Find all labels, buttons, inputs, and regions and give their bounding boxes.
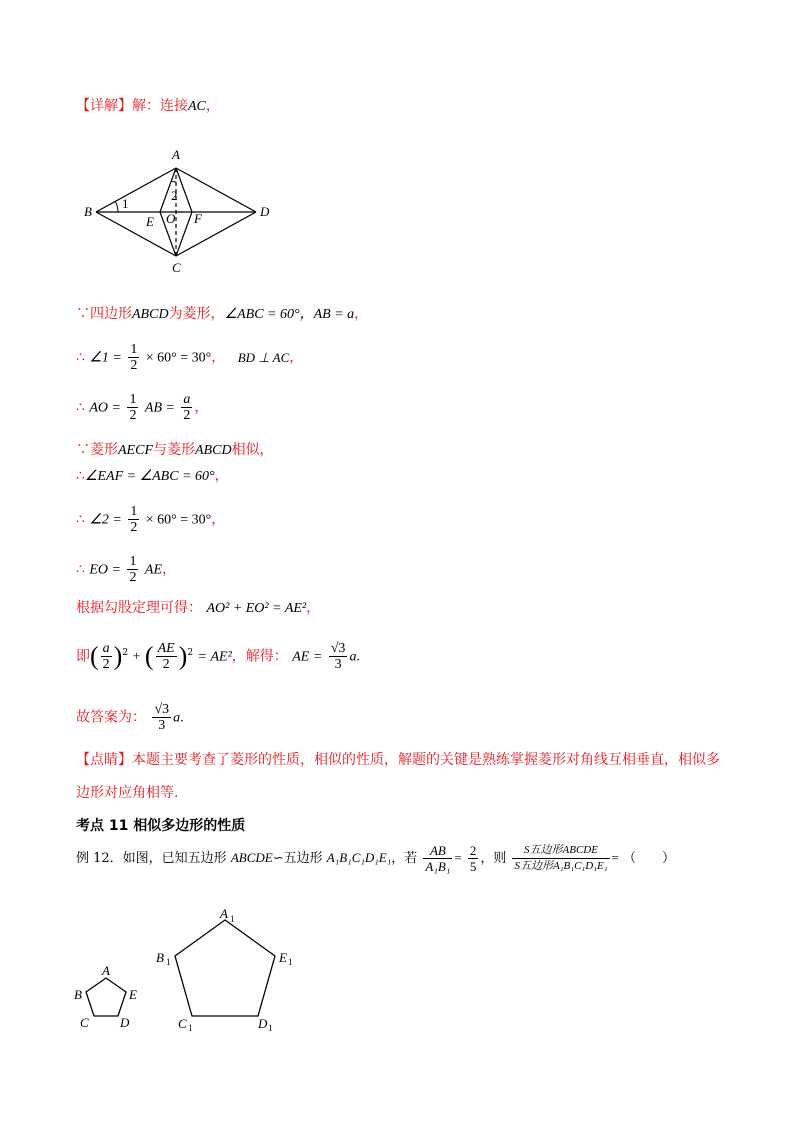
left-paren: (: [144, 641, 154, 671]
label-f: F: [194, 211, 202, 226]
comma: ，: [194, 399, 209, 416]
variable-a: a: [173, 710, 181, 726]
with-text: 与菱形: [153, 442, 195, 458]
ratio-fraction: [423, 843, 452, 874]
denominator: 2: [130, 520, 138, 535]
large-label-e: E: [279, 950, 287, 965]
step-3: [76, 392, 208, 423]
step-2: [76, 342, 303, 373]
side-dc: [176, 212, 256, 256]
comment-text-2: 边形对应角相等.: [76, 785, 179, 801]
perpendicular: BD ⊥ AC: [237, 349, 290, 365]
period: .: [356, 649, 360, 665]
step-8: [76, 598, 320, 619]
aecf: AECF: [118, 443, 153, 458]
because-text: ∵四边形: [76, 306, 132, 322]
answer-blank[interactable]: （ ）: [623, 851, 676, 866]
label-b: B: [84, 204, 92, 219]
comma: ，: [211, 349, 226, 366]
comma: ，: [289, 349, 304, 366]
pentagon-text: 五边形: [283, 851, 323, 866]
side-cb: [96, 212, 176, 256]
large-sub-b: 1: [166, 957, 171, 967]
abcd: ABCD: [132, 307, 169, 322]
a1b1c1d1e1: A₁B₁C₁D₁E₁: [326, 850, 392, 865]
large-label-a: A: [220, 906, 228, 921]
small-label-b: B: [74, 987, 82, 1002]
angle-1-rhs: × 60° = 30°: [145, 350, 212, 366]
fraction-half: [127, 554, 138, 585]
fraction-ae-over-2: [156, 641, 177, 672]
angle-equation: ∠EAF = ∠ABC = 60°: [84, 469, 215, 484]
numerator: 1: [130, 342, 138, 357]
angle-2-lhs: ∠2 =: [89, 512, 122, 528]
denominator: S五边形A₁B₁C₁D₁E₁: [514, 860, 608, 872]
large-sub-e: 1: [288, 957, 293, 967]
right-paren: ): [113, 641, 123, 671]
pentagons-figure: [70, 900, 310, 1040]
large-label-d: D: [258, 1016, 268, 1031]
denominator: 2: [102, 657, 110, 673]
ab-mid: AB =: [144, 400, 175, 416]
example-prefix: 例 12．如图，已知五边形: [76, 851, 227, 866]
ae-lhs: AE =: [292, 649, 323, 665]
small-pentagon: [86, 978, 126, 1016]
therefore: ∴: [76, 349, 85, 366]
therefore: ∴: [76, 399, 85, 416]
denominator: 3: [158, 718, 166, 733]
denominator: 2: [183, 408, 191, 423]
equals: =: [454, 850, 462, 865]
angle-2-arc: [171, 181, 176, 182]
label-angle-2: 2: [171, 188, 178, 203]
comma: ，: [211, 511, 226, 528]
denominator: 3: [334, 657, 342, 673]
label-e: E: [146, 214, 154, 229]
comment-line-2: [76, 783, 178, 803]
numerator: a: [183, 392, 191, 407]
value-fraction: [468, 843, 479, 874]
label-o: O: [166, 211, 176, 226]
denominator: 5: [469, 859, 477, 874]
numerator: AE: [157, 641, 175, 657]
abcd: ABCD: [195, 443, 232, 458]
step-9: [76, 638, 360, 673]
large-sub-a: 1: [230, 914, 235, 924]
detail-bracket: 【详解】: [76, 98, 132, 114]
comment-bracket: 【点睛】: [76, 752, 132, 768]
fraction-half: [128, 342, 139, 373]
comment-line-1: [76, 750, 720, 770]
angle-2-rhs: × 60° = 30°: [145, 512, 212, 528]
denominator: 2: [162, 657, 170, 673]
numerator: 1: [130, 504, 138, 519]
exponent-2: 2: [187, 648, 194, 658]
ze-text: ，则: [480, 851, 507, 866]
side-af: [176, 168, 192, 212]
label-angle-1: 1: [122, 196, 129, 211]
eo-lhs: EO =: [89, 562, 121, 578]
therefore: ∴: [76, 561, 85, 578]
small-label-e: E: [129, 987, 137, 1002]
comma: ，: [306, 600, 321, 616]
left-paren: (: [90, 641, 99, 671]
pythagoras-text: 根据勾股定理可得：: [76, 600, 202, 616]
plus: +: [132, 649, 141, 665]
comment-text: 本题主要考查了菱形的性质，相似的性质，解题的关键是熟练掌握菱形对角线互相垂直，相似多: [132, 752, 720, 768]
large-label-c: C: [178, 1016, 187, 1031]
numerator: √3: [154, 702, 170, 717]
detail-line: [76, 96, 220, 117]
abcde: ABCDE: [230, 850, 273, 865]
step-10: [76, 702, 184, 734]
fraction-sqrt3-over-3: [329, 641, 348, 672]
answer-text: 故答案为：: [76, 709, 146, 726]
exponent-2: 2: [122, 648, 129, 658]
large-pentagon: [175, 920, 275, 1016]
numerator: 1: [129, 392, 137, 407]
rhombus-text: 为菱形，: [168, 306, 225, 322]
step-1: [76, 304, 368, 325]
rhs: = AE²: [197, 649, 232, 665]
small-label-c: C: [80, 1015, 89, 1030]
step-7: [76, 554, 176, 585]
denominator: 2: [129, 570, 137, 585]
because-text: ∵菱形: [76, 442, 118, 458]
small-label-a: A: [102, 963, 110, 978]
numerator: AB: [423, 843, 452, 859]
example-12: [76, 842, 675, 875]
denominator: 2: [130, 358, 138, 373]
label-a: A: [172, 147, 180, 162]
step-4: [76, 440, 274, 461]
fraction-half: [128, 504, 139, 535]
solve-text: ，解得：: [231, 648, 288, 665]
ruo-text: ，若: [391, 851, 418, 866]
comma: ，: [214, 468, 229, 484]
numerator: S五边形ABCDE: [512, 843, 609, 859]
similar-text: 相似，: [231, 442, 274, 458]
segment-ac: AC: [188, 99, 206, 114]
period: .: [180, 710, 184, 726]
angle-1-lhs: ∠1 =: [89, 350, 122, 366]
large-sub-d: 1: [268, 1023, 273, 1033]
numerator: a: [102, 641, 110, 657]
angle-equation: ∠ABC = 60°，AB = a: [224, 307, 355, 322]
fraction-half: [127, 392, 138, 423]
denominator: A₁B₁: [425, 859, 451, 874]
section-title: 考点 11 相似多边形的性质: [76, 818, 246, 834]
numerator: 1: [129, 554, 137, 569]
equals: =: [611, 850, 619, 865]
step-5: [76, 466, 229, 487]
side-fc: [176, 212, 192, 256]
detail-prefix: 解：连接: [132, 98, 188, 114]
large-sub-c: 1: [188, 1023, 193, 1033]
pythagoras-equation: AO² + EO² = AE²: [206, 601, 307, 616]
fraction-a-over-2: [101, 641, 112, 672]
variable-a: a: [349, 649, 357, 665]
ji-text: 即: [76, 648, 90, 665]
comma: ，: [205, 98, 220, 114]
fraction-a-over-2: [181, 392, 192, 423]
label-c: C: [172, 260, 181, 275]
similar-symbol: ∽: [272, 850, 284, 865]
area-ratio-fraction: [512, 843, 609, 874]
ao-lhs: AO =: [89, 400, 121, 416]
large-label-b: B: [156, 950, 164, 965]
angle-1-arc: [115, 201, 118, 212]
therefore: ∴: [76, 468, 85, 484]
side-ab: [96, 168, 176, 212]
rhombus-figure: [82, 144, 282, 278]
label-d: D: [260, 204, 270, 219]
ae: AE: [144, 562, 162, 578]
comma: ，: [162, 561, 176, 578]
therefore: ∴: [76, 511, 85, 528]
right-paren: ): [178, 641, 188, 671]
side-ad: [176, 168, 256, 212]
comma: ，: [354, 306, 369, 322]
numerator: 2: [469, 843, 477, 858]
step-6: [76, 504, 225, 535]
small-label-d: D: [120, 1015, 130, 1030]
denominator: 2: [129, 408, 137, 423]
numerator: √3: [330, 641, 346, 657]
fraction-sqrt3-over-3: [152, 702, 171, 733]
